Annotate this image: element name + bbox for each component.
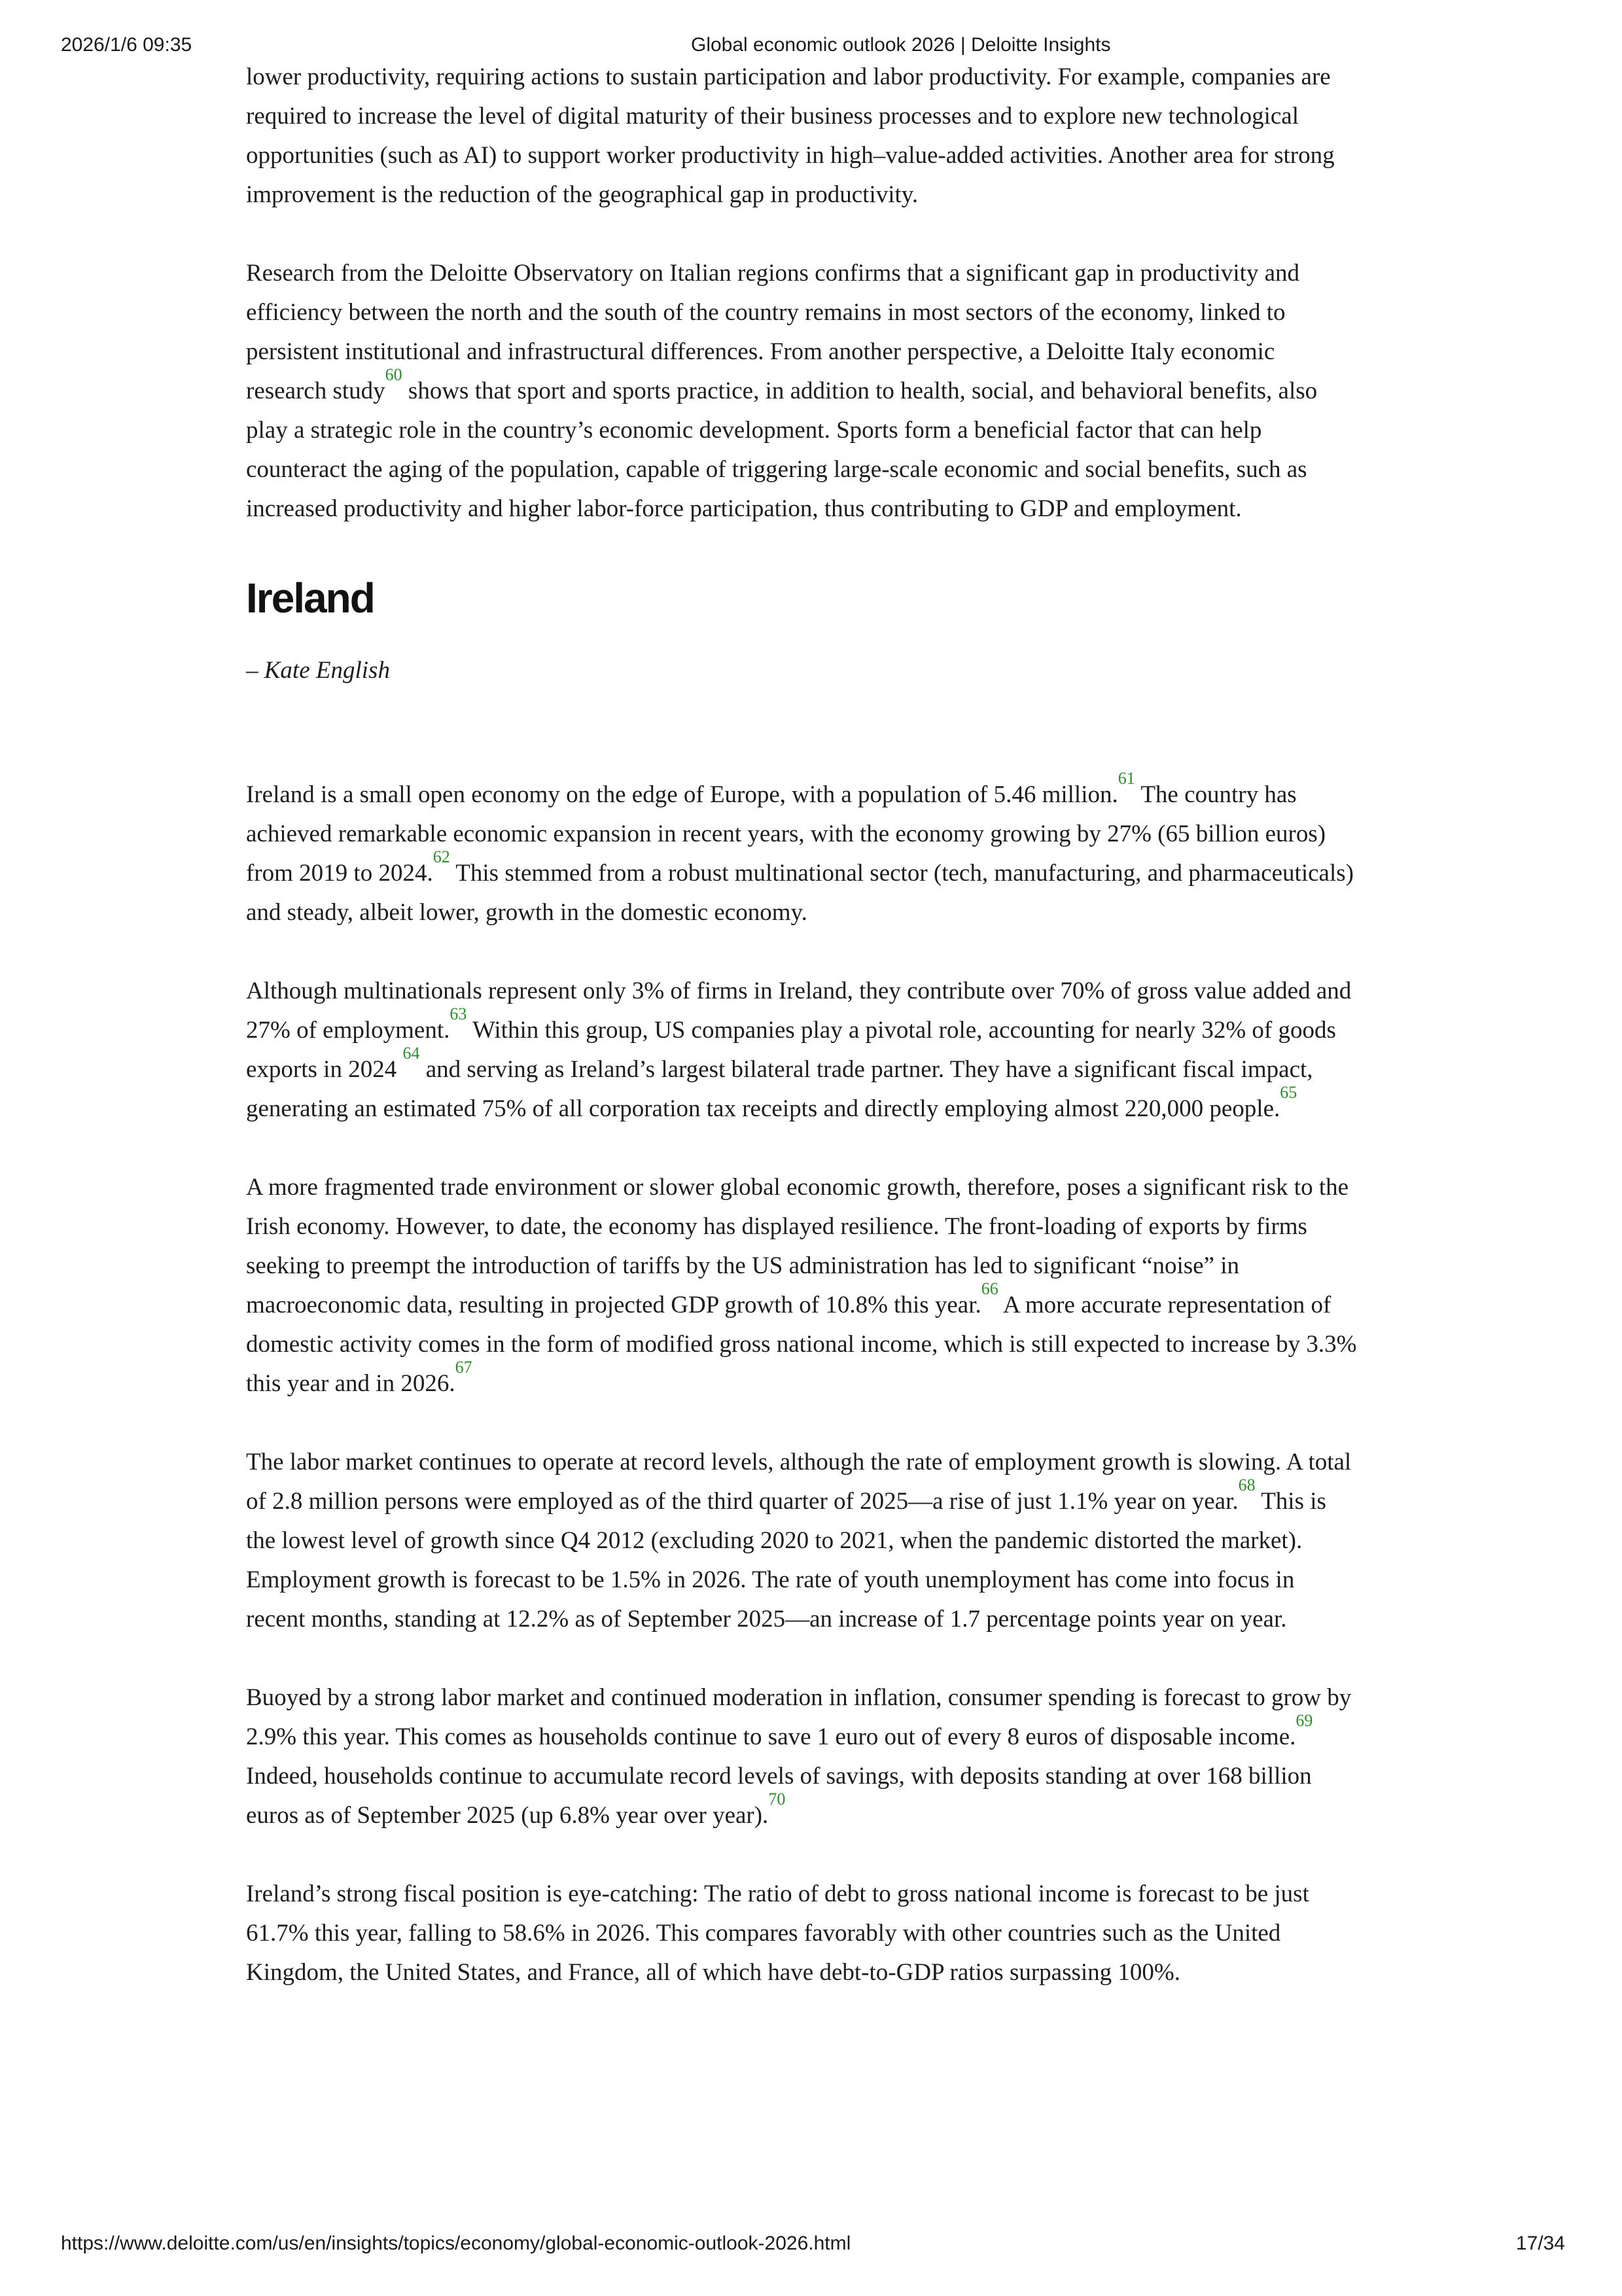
paragraph: A more fragmented trade environment or slower global economic growth, therefore, poses a significant risk to the Irish economy. However, to date, the economy has displayed resilience. The front-loading of exports by firms seeking to preempt the introduction of tariffs by the US administration has led to significant “noise” in macroeconomic data, resulting in projected GDP growth of 10.8% this year.$^{66}$ A more accurate representation of domestic activity comes in the form of modified gross national income, which is still expected to increase by 3.3% this year and in 2026.67 xyxy=(246,1174,1357,1397)
footnote-ref-60[interactable]: 60 xyxy=(385,365,402,385)
footnote-ref-63[interactable]: 63 xyxy=(450,1004,467,1024)
print-timestamp: 2026/1/6 09:35 xyxy=(61,34,192,56)
paragraph: The labor market continues to operate at record levels, although the rate of employment growth is slowing. A total of 2.8 million persons were employed as of the third quarter of 2025—a rise of just 1.1% year on year.$^{68}$ This is the lowest level of growth since Q4 2012 (excluding 2020 to 2021, when the pandemic distorted the market). Employment growth is forecast to be 1.5% in 2026. The rate of youth unemployment has come into focus in recent months, standing at 12.2% as of September 2025—an increase of 1.7 percentage points year on year. xyxy=(246,1449,1352,1633)
paragraph: Research from the Deloitte Observatory on Italian regions confirms that a significant gap in productivity and efficiency between the north and the south of the country remains in most sectors of the economy, linked to persistent institutional and infrastructural differences. From another perspective, a Deloitte Italy economic research study$^{60}$ shows that sport and sports practice, in addition to health, social, and behavioral benefits, also play a strategic role in the country’s economic development. Sports form a beneficial factor that can help counteract the aging of the population, capable of triggering large-scale economic and social benefits, such as increased productivity and higher labor-force participation, thus contributing to GDP and employment. xyxy=(246,260,1318,522)
print-header xyxy=(0,34,1622,60)
footnote-ref-62[interactable]: 62 xyxy=(432,847,450,867)
footnote-ref-70[interactable]: 70 xyxy=(768,1790,786,1809)
page-number: 17/34 xyxy=(1515,2233,1565,2254)
footnote-ref-65[interactable]: 65 xyxy=(1280,1083,1297,1103)
paragraph: Although multinationals represent only 3% of firms in Ireland, they contribute over 70% of gross value added and 27% of employment.$^{63}$ Within this group, US companies play a pivotal role, accounting for nearly 32% of goods exports in 2024 $^{64}$ and serving as Ireland’s largest bilateral trade partner. They have a significant fiscal impact, generating an estimated 75% of all corporation tax receipts and directly employing almost 220,000 people.$^{65}$ xyxy=(246,978,1352,1122)
footnote-ref-67[interactable]: 67 xyxy=(455,1358,472,1377)
footnote-ref-66[interactable]: 66 xyxy=(981,1279,998,1299)
source-url: https://www.deloitte.com/us/en/insights/topics/economy/global-economic-outlook-2026.html xyxy=(61,2233,851,2254)
paragraph: Ireland’s strong fiscal position is eye-catching: The ratio of debt to gross national income is forecast to be just 61.7% this year, falling to 58.6% in 2026. This compares favorably with other countries such as the United Kingdom, the United States, and France, all of which have debt-to-GDP ratios surpassing 100%. xyxy=(246,1881,1309,1986)
footnote-ref-69[interactable]: 69 xyxy=(1296,1711,1313,1731)
footnote-ref-61[interactable]: 61 xyxy=(1118,769,1135,788)
footnote-ref-64[interactable]: 64 xyxy=(402,1044,420,1063)
article-content xyxy=(246,58,1358,2032)
print-footer xyxy=(61,2233,1565,2255)
footnote-ref-68[interactable]: 68 xyxy=(1238,1475,1256,1495)
section-heading: Ireland xyxy=(246,574,374,622)
author-byline: – Kate English xyxy=(246,657,390,684)
paragraph: Buoyed by a strong labor market and continued moderation in inflation, consumer spending is forecast to grow by 2.9% this year. This comes as households continue to save 1 euro out of every 8 euros of disposable income.$^{69}$ Indeed, households continue to accumulate record levels of savings, with deposits standing at over 168 billion euros as of September 2025 (up 6.8% year over year).$^{70}$ xyxy=(246,1684,1352,1829)
paragraph: lower productivity, requiring actions to sustain participation and labor productivity. For example, companies are required to increase the level of digital maturity of their business processes and to explore new technological opportunities (such as AI) to support worker productivity in high–value-added activities. Another area for strong improvement is the reduction of the geographical gap in productivity. xyxy=(246,63,1335,208)
document-title: Global economic outlook 2026 | Deloitte Insights xyxy=(691,34,1111,56)
paragraph: Ireland is a small open economy on the edge of Europe, with a population of 5.46 million.$^{61}$ The country has achieved remarkable economic expansion in recent years, with the economy growing by 27% (65 billion euros) from 2019 to 2024.62 This stemmed from a robust multinational sector (tech, manufacturing, and pharmaceuticals) and steady, albeit lower, growth in the domestic economy. xyxy=(246,769,1354,926)
